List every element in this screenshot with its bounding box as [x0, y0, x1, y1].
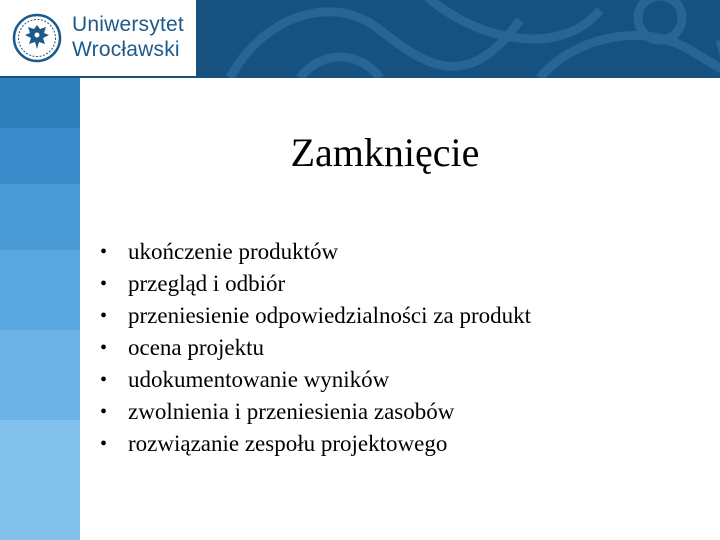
stripe-block	[0, 128, 80, 184]
logo-line-1: Uniwersytet	[72, 13, 184, 36]
bullet-icon: •	[100, 369, 108, 391]
stripe-block	[0, 250, 80, 330]
bullet-list	[100, 236, 531, 460]
stripe-block	[0, 78, 80, 128]
bullet-icon: •	[100, 433, 108, 455]
bullet-icon: •	[100, 305, 108, 327]
stripe-block	[0, 420, 80, 540]
stripe-block	[0, 184, 80, 250]
bullet-text: przeniesienie odpowiedzialności za produkt	[128, 303, 531, 328]
bullet-item	[100, 268, 531, 300]
eagle-emblem-icon	[12, 13, 62, 63]
bullet-text: zwolnienia i przeniesienia zasobów	[128, 399, 455, 424]
bullet-text: ukończenie produktów	[128, 239, 339, 264]
bullet-text: ocena projektu	[128, 335, 265, 360]
bullet-icon: •	[100, 401, 108, 423]
logo-line-2: Wrocławski	[72, 38, 180, 61]
logo-wordmark	[72, 12, 184, 62]
bullet-icon: •	[100, 241, 108, 263]
bullet-text: przegląd i odbiór	[128, 271, 286, 296]
university-logo[interactable]	[0, 0, 196, 76]
bullet-text: rozwiązanie zespołu projektowego	[128, 431, 448, 456]
left-stripe	[0, 78, 80, 540]
bullet-item	[100, 364, 531, 396]
bullet-text: udokumentowanie wyników	[128, 367, 390, 392]
bullet-item	[100, 236, 531, 268]
slide-title: Zamknięcie	[290, 130, 480, 175]
bullet-icon: •	[100, 337, 108, 359]
bullet-item	[100, 396, 531, 428]
bullet-item	[100, 332, 531, 364]
bullet-item	[100, 300, 531, 332]
stripe-block	[0, 330, 80, 420]
bullet-item	[100, 428, 531, 460]
bullet-icon: •	[100, 273, 108, 295]
